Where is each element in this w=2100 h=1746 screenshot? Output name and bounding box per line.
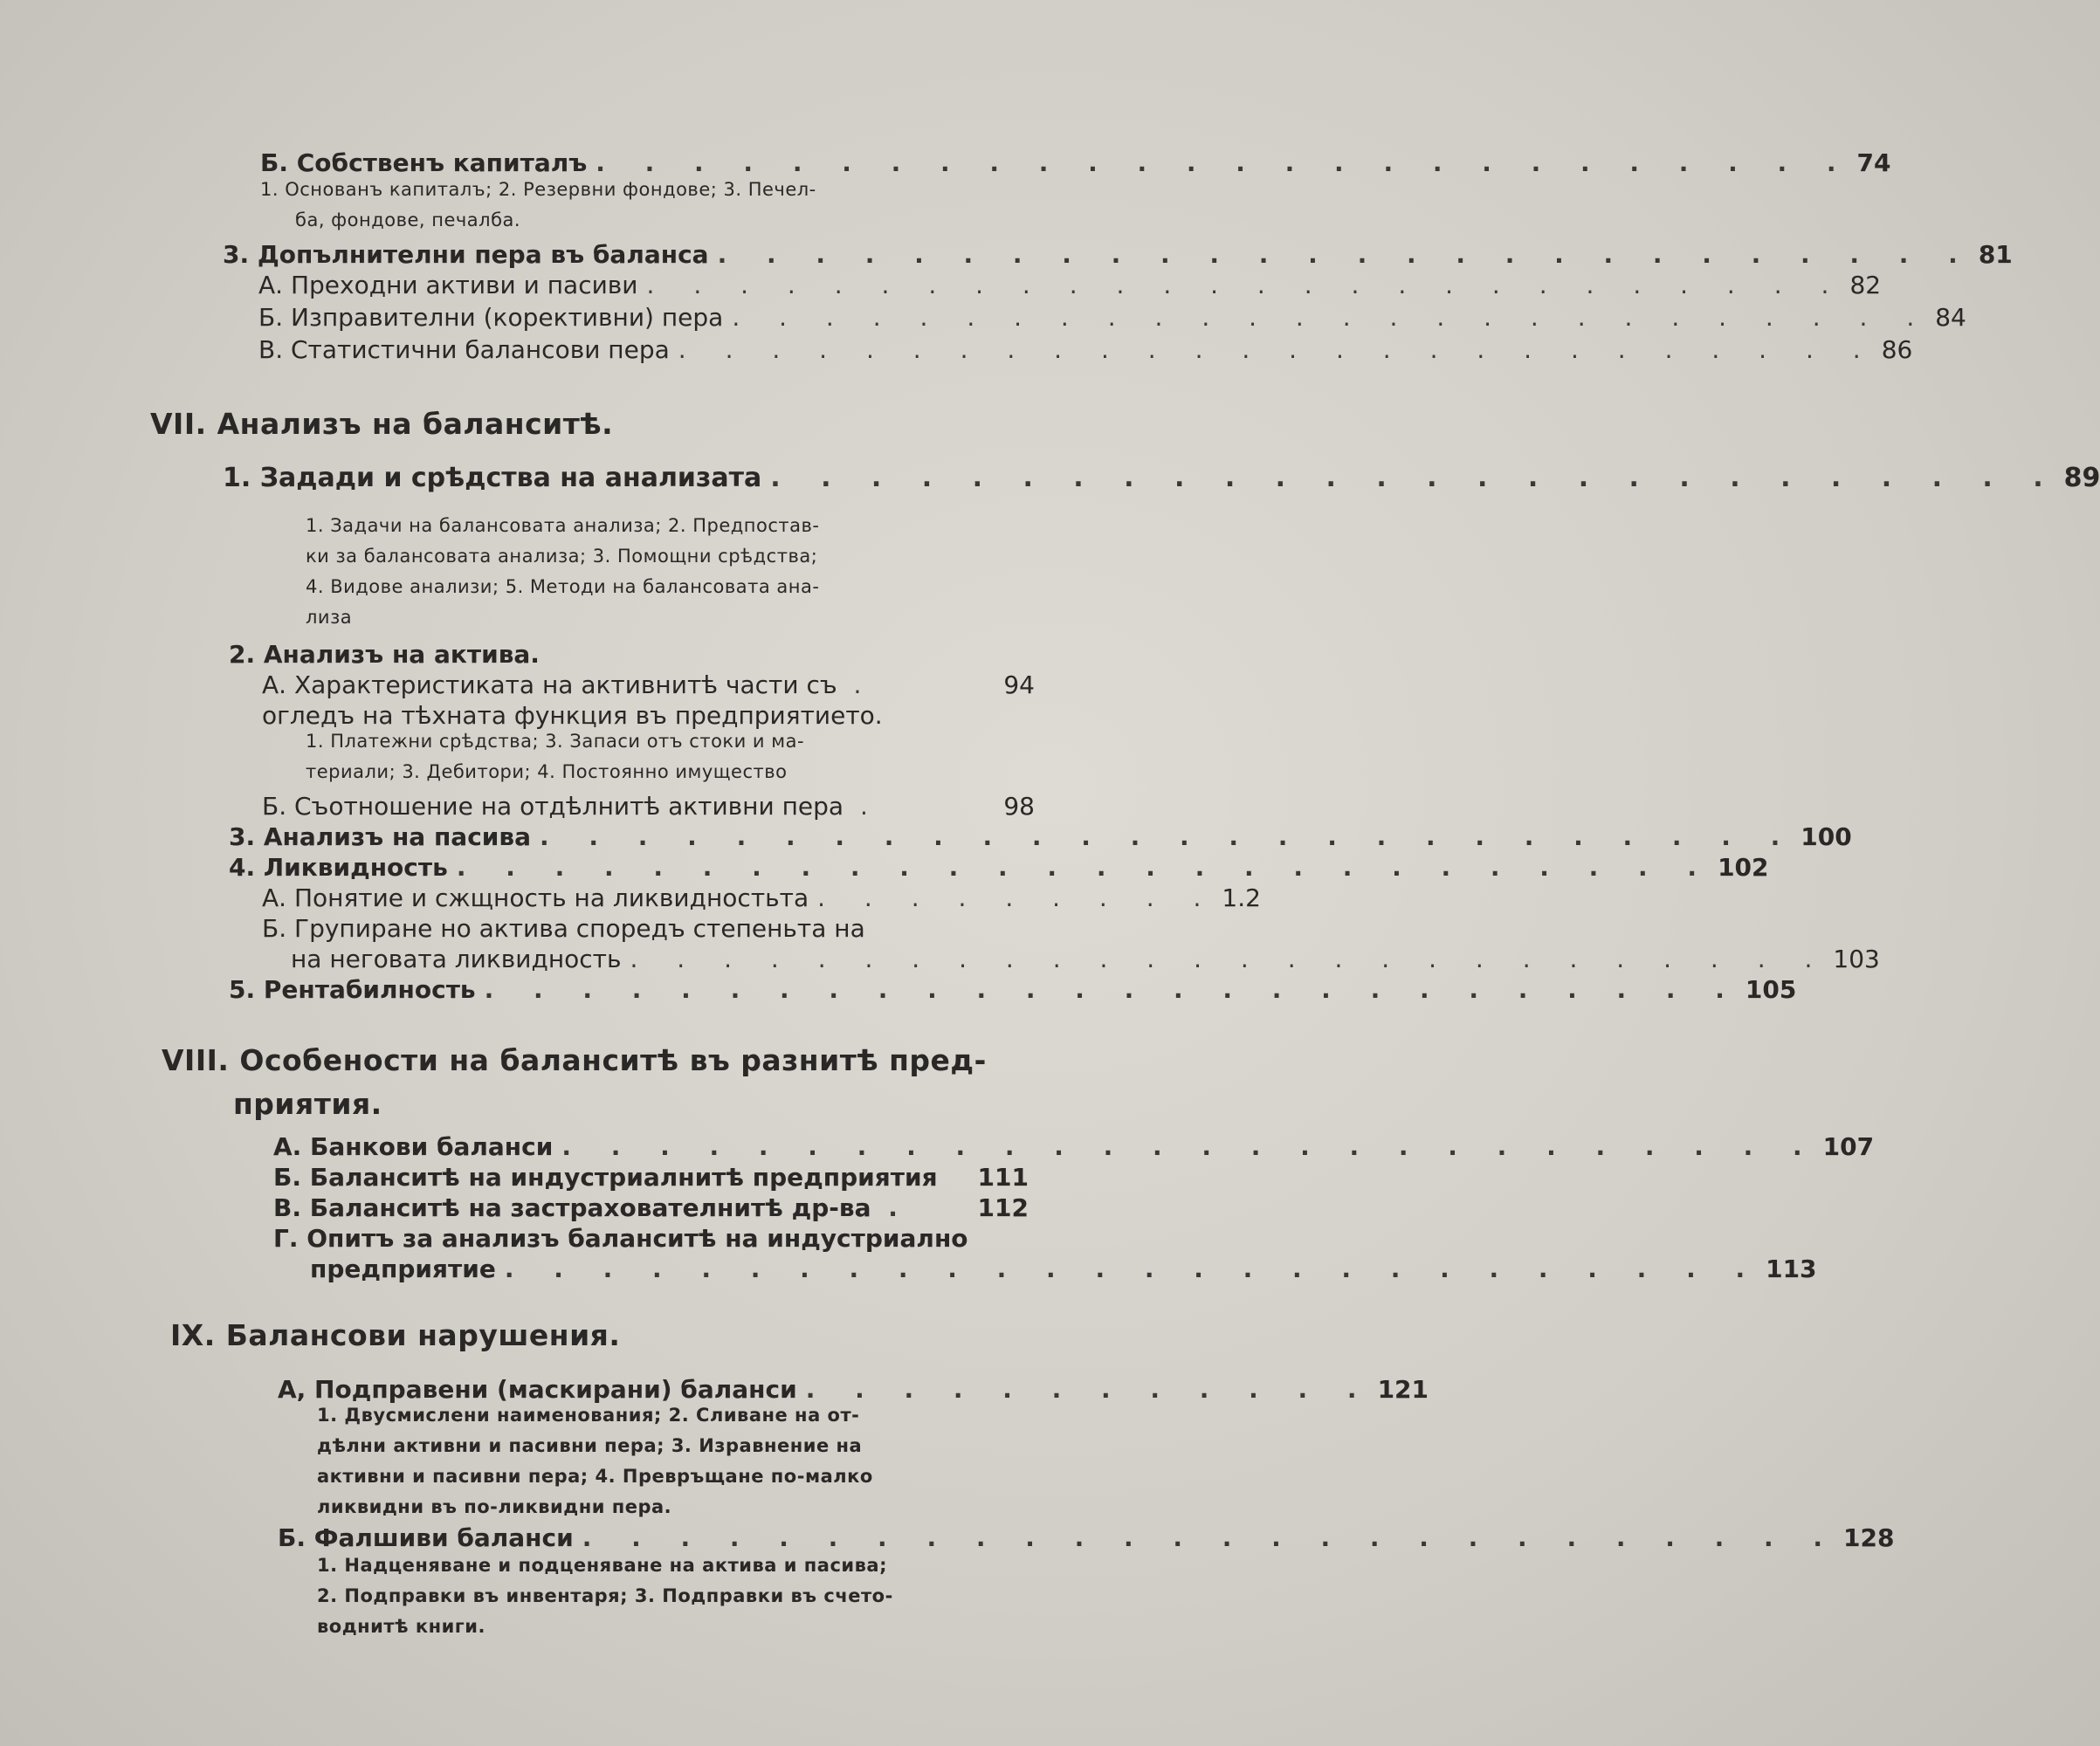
description-line: активни и пасивни пера; 4. Превръщане по-малко — [317, 1466, 873, 1487]
toc-page-number: 113 — [1766, 1255, 1817, 1283]
toc-entry-label: А, Подправени (маскирани) баланси — [278, 1375, 797, 1404]
chapter-heading-text: приятия. — [233, 1087, 382, 1121]
description-line: дѣлни активни и пасивни пера; 3. Изравнение на — [317, 1435, 863, 1456]
toc-entry — [258, 271, 1882, 299]
toc-entry-description — [317, 1400, 873, 1523]
description-line: воднитѣ книги. — [317, 1616, 485, 1637]
toc-entry-label: 5. Рентабилность — [229, 975, 476, 1004]
toc-entry-label: А. Понятие и сжщность на ликвидностьта — [262, 883, 809, 912]
leader-dots: . . . . . . . . . . . . . . . . . . . . . . . . . . — [456, 853, 1713, 882]
toc-page-number: 100 — [1800, 822, 1852, 851]
toc-entry — [223, 463, 2100, 493]
toc-page-number: 98 — [1003, 792, 1035, 821]
leader-dots: . . . . . . . . . . . . . . . . . . . . . . . . . . — [504, 1255, 1761, 1283]
description-line: 4. Видове анализи; 5. Методи на балансовата ана- — [306, 576, 820, 597]
toc-entry-label: А. Банкови баланси — [273, 1132, 554, 1161]
leader-dots: . — [845, 670, 862, 699]
chapter-heading — [162, 1039, 987, 1126]
toc-entry — [273, 1132, 1875, 1161]
leader-dots: . — [852, 792, 868, 821]
toc-entry-description — [306, 511, 819, 633]
toc-entry-label: Б. Баланситѣ на индустриалнитѣ предприятия — [273, 1163, 938, 1192]
toc-page-number: 82 — [1849, 271, 1882, 299]
toc-entry-label: предприятие — [310, 1255, 496, 1283]
toc-page-number: 121 — [1377, 1375, 1429, 1404]
chapter-heading-text: IX. Балансови нарушения. — [170, 1318, 621, 1352]
toc-entry-description — [317, 1550, 893, 1642]
toc-entry-label: 3. Допълнителни пера въ баланса — [223, 240, 709, 269]
leader-dots: . . . . . . . . . . . . . . . . . . . . . . . . . . — [678, 335, 1876, 364]
toc-entry — [258, 303, 1966, 332]
toc-page-number: 111 — [977, 1163, 1029, 1192]
toc-entry-label: 4. Ликвидность — [229, 853, 448, 882]
toc-entry — [223, 240, 2013, 269]
description-line: 1. Надценяване и подценяване на актива и пасива; — [317, 1555, 887, 1576]
toc-entry — [229, 853, 1769, 882]
leader-dots: . — [879, 1193, 898, 1222]
description-line: 1. Основанъ капиталъ; 2. Резервни фондове; 3. Печел- — [260, 179, 816, 200]
toc-entry — [273, 1193, 1029, 1222]
toc-entry — [229, 975, 1797, 1004]
toc-page-number: 84 — [1935, 303, 1966, 332]
toc-entry — [229, 822, 1852, 851]
leader-dots: . . . . . . . . . . . . . . . . . . . . . . . . . . — [770, 463, 2059, 493]
chapter-heading — [170, 1318, 620, 1352]
toc-entry — [229, 640, 540, 669]
toc-page-number: 105 — [1745, 975, 1797, 1004]
toc-entry — [262, 792, 1035, 821]
toc-entry-label: Б. Съотношение на отдѣлнитѣ активни пера — [262, 792, 844, 821]
toc-entry-label: А. Преходни активи и пасиви — [258, 271, 638, 299]
description-line: ликвидни въ по-ликвидни пера. — [317, 1496, 672, 1517]
description-line: териали; 3. Дебитори; 4. Постоянно имущество — [306, 761, 788, 782]
toc-entry-label: А. Характеристиката на активнитѣ части съ — [262, 670, 837, 699]
toc-entry — [262, 914, 865, 943]
toc-page-number: 112 — [977, 1193, 1029, 1222]
toc-page-number: 94 — [1003, 670, 1035, 699]
toc-entry-label: Б. Изправителни (корективни) пера — [258, 303, 724, 332]
description-line: лиза — [306, 607, 353, 628]
toc-entry — [278, 1523, 1895, 1552]
toc-entry-description — [260, 175, 816, 236]
toc-page-number: 103 — [1833, 945, 1880, 973]
toc-entry — [273, 1224, 968, 1253]
leader-dots: . . . . . . . . . . . . . . . . . . . . . . . . . . — [540, 822, 1796, 851]
toc-entry-label: В. Статистични балансови пера — [258, 335, 670, 364]
chapter-heading-text: VIII. Особености на баланситѣ въ разнитѣ пред- — [162, 1043, 987, 1077]
toc-entry-label: Б. Групиране но актива споредъ степеньта на — [262, 914, 865, 943]
description-line: ба, фондове, печалба. — [295, 210, 521, 230]
toc-page-number: 128 — [1843, 1523, 1895, 1552]
leader-dots: . . . . . . . . . — [817, 883, 1217, 912]
toc-page-number: 1.2 — [1222, 883, 1261, 912]
leader-dots: . . . . . . . . . . . . . . . . . . . . . . . . . . — [717, 240, 1973, 269]
toc-entry-continuation — [310, 1255, 1817, 1283]
toc-entry — [258, 335, 1913, 364]
toc-entry-label: 2. Анализъ на актива. — [229, 640, 540, 669]
leader-dots: . . . . . . . . . . . . — [805, 1375, 1373, 1404]
toc-page-number: 102 — [1718, 853, 1769, 882]
toc-page-number: 89 — [2063, 463, 2100, 493]
toc-entry-label: огледъ на тѣхната функция въ предприятието. — [262, 701, 883, 730]
leader-dots: . . . . . . . . . . . . . . . . . . . . . . . . . . — [630, 945, 1828, 973]
leader-dots: . . . . . . . . . . . . . . . . . . . . . . . . . . — [596, 148, 1852, 177]
toc-entry — [262, 670, 1035, 699]
toc-entry-label: на неговата ликвидность — [291, 945, 622, 973]
toc-page-number: 86 — [1881, 335, 1913, 364]
toc-entry — [273, 1163, 1029, 1192]
toc-page-number: 81 — [1978, 240, 2013, 269]
description-line: 1. Задачи на балансовата анализа; 2. Предпостав- — [306, 515, 820, 536]
leader-dots: . . . . . . . . . . . . . . . . . . . . . . . . . . — [582, 1523, 1839, 1552]
toc-page-number: 107 — [1822, 1132, 1875, 1161]
toc-entry-description — [306, 726, 804, 787]
chapter-heading — [150, 407, 613, 441]
description-line: ки за балансовата анализа; 3. Помощни срѣдства; — [306, 546, 818, 567]
toc-entry-label: В. Баланситѣ на застрахователнитѣ др-ва — [273, 1193, 871, 1222]
description-line: 1. Двусмислени наименования; 2. Сливане на от- — [317, 1405, 860, 1426]
chapter-heading-text: VII. Анализъ на баланситѣ. — [150, 407, 614, 441]
leader-dots: . . . . . . . . . . . . . . . . . . . . . . . . . . — [561, 1132, 1818, 1161]
toc-entry-label: Б. Собственъ капиталъ — [260, 148, 588, 177]
toc-entry-label: Г. Опитъ за анализъ баланситѣ на индустриално — [273, 1224, 968, 1253]
leader-dots: . . . . . . . . . . . . . . . . . . . . . . . . . . — [646, 271, 1845, 299]
leader-dots: . . . . . . . . . . . . . . . . . . . . . . . . . . — [732, 303, 1931, 332]
toc-entry-label: 3. Анализъ на пасива — [229, 822, 532, 851]
toc-entry-label: Б. Фалшиви баланси — [278, 1523, 574, 1552]
leader-dots: . . . . . . . . . . . . . . . . . . . . . . . . . . — [484, 975, 1740, 1004]
toc-entry — [260, 148, 1891, 177]
toc-entry-continuation — [291, 945, 1880, 973]
description-line: 2. Подправки въ инвентаря; 3. Подправки въ счето- — [317, 1585, 893, 1606]
toc-entry-label: 1. Задади и срѣдства на анализата — [223, 463, 762, 493]
toc-entry — [262, 883, 1261, 912]
toc-page-number: 74 — [1856, 148, 1891, 177]
description-line: 1. Платежни срѣдства; 3. Запаси отъ стоки и ма- — [306, 731, 805, 752]
